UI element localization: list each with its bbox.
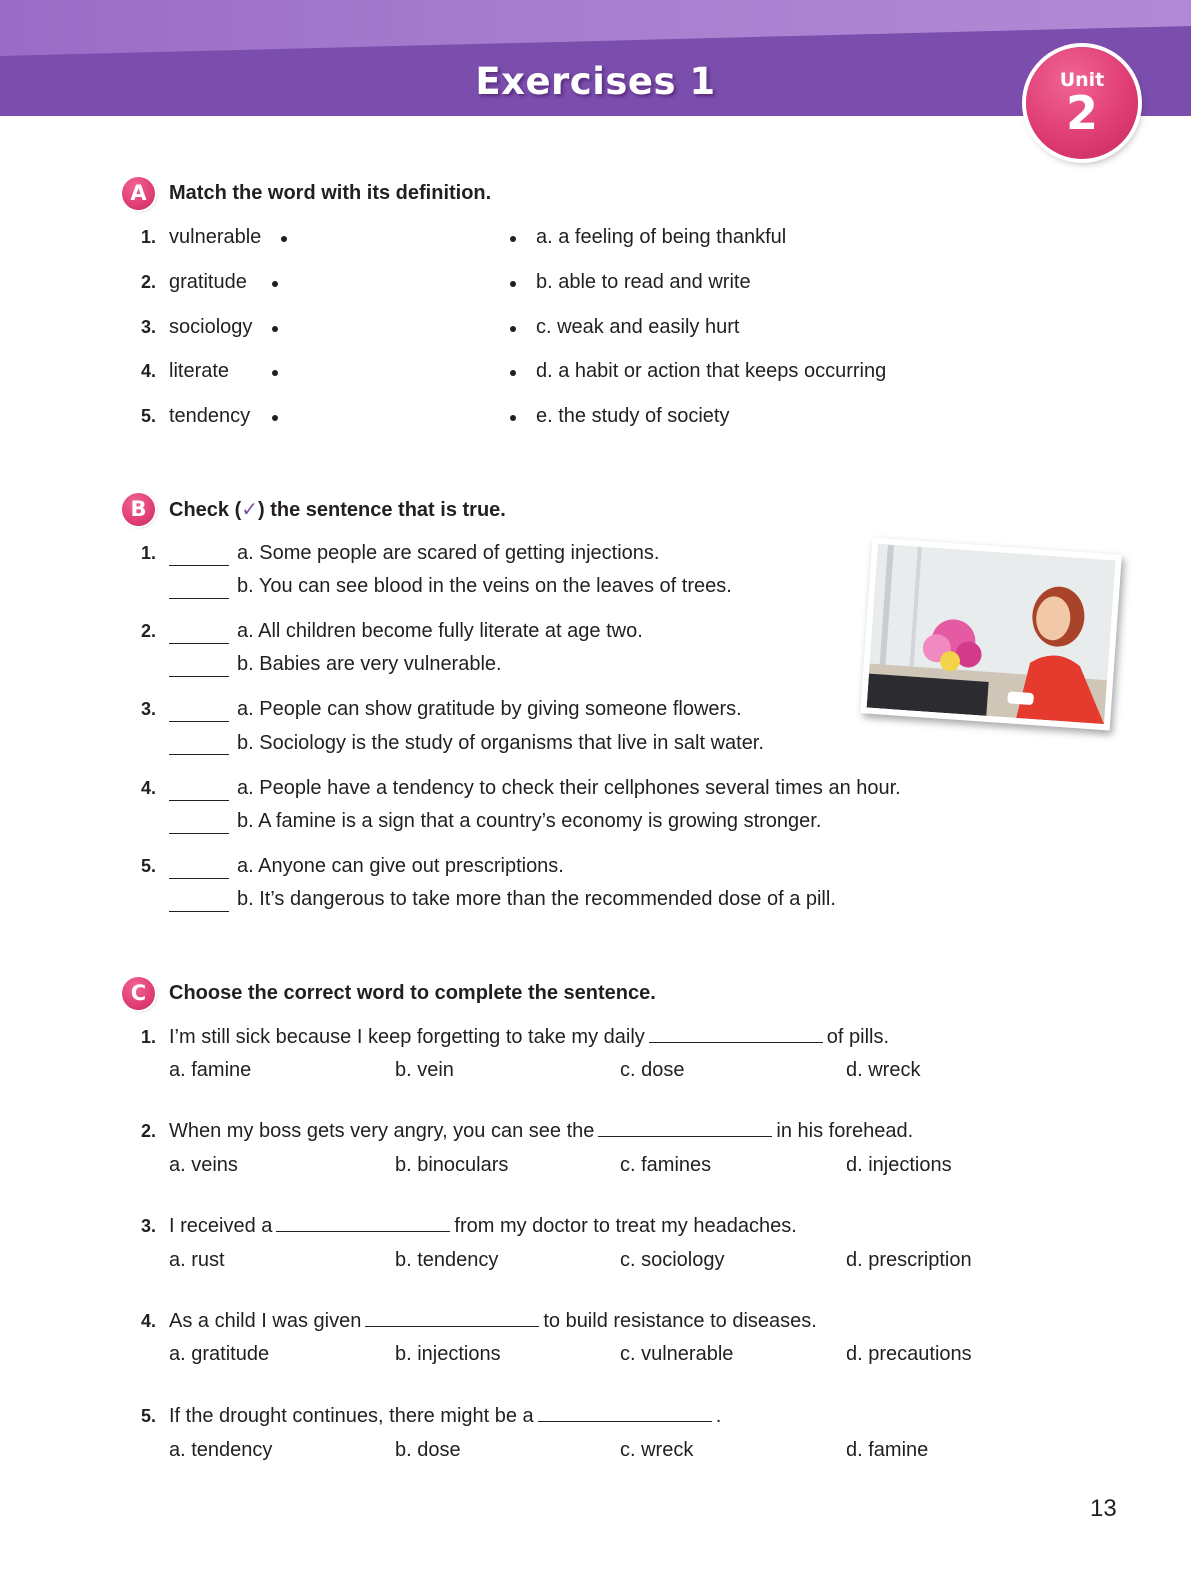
section-c-title: Choose the correct word to complete the sentence. — [169, 981, 656, 1004]
statement: a. People can show gratitude by giving someone flowers. — [237, 698, 742, 720]
word-number: 1. — [141, 227, 157, 247]
item-number: 3. — [141, 1216, 157, 1236]
check-blank[interactable] — [169, 721, 229, 722]
word-number: 4. — [141, 361, 157, 381]
match-dot-left[interactable] — [272, 281, 278, 287]
check-blank[interactable] — [169, 598, 229, 599]
match-word: tendency — [169, 405, 251, 427]
definition: c. weak and easily hurt — [536, 316, 740, 338]
statement: b. It’s dangerous to take more than the recommended dose of a pill. — [237, 888, 836, 910]
match-word: literate — [169, 360, 230, 382]
answer-blank[interactable] — [598, 1119, 772, 1137]
option[interactable]: b. binoculars — [395, 1154, 509, 1176]
photo-woman-with-flowers — [860, 537, 1122, 730]
item-number: 1. — [141, 1027, 157, 1047]
section-c-badge: C — [122, 977, 155, 1010]
question-sentence: When my boss gets very angry, you can see the in his forehead. — [169, 1120, 914, 1142]
option[interactable]: a. famine — [169, 1059, 252, 1081]
answer-blank[interactable] — [365, 1309, 539, 1327]
option[interactable]: b. dose — [395, 1439, 461, 1461]
photo-image — [867, 544, 1116, 724]
question-sentence: If the drought continues, there might be a . — [169, 1405, 722, 1427]
section-c-heading — [122, 976, 656, 1010]
page-title: Exercises 1 — [475, 60, 716, 103]
match-dot-left[interactable] — [272, 370, 278, 376]
checkmark-icon: ✓ — [241, 496, 259, 521]
statement: a. Anyone can give out prescriptions. — [237, 855, 564, 877]
statement: b. You can see blood in the veins on the leaves of trees. — [237, 575, 732, 597]
definition: d. a habit or action that keeps occurring — [536, 360, 887, 382]
answer-blank[interactable] — [538, 1404, 712, 1422]
section-b-heading — [122, 492, 506, 526]
item-number: 2. — [141, 621, 157, 641]
statement: b. A famine is a sign that a country’s economy is growing stronger. — [237, 810, 822, 832]
check-blank[interactable] — [169, 643, 229, 644]
check-blank[interactable] — [169, 754, 229, 755]
option[interactable]: b. injections — [395, 1343, 501, 1365]
item-number: 5. — [141, 1406, 157, 1426]
option[interactable]: c. dose — [620, 1059, 685, 1081]
question-sentence: I’m still sick because I keep forgetting to take my daily of pills. — [169, 1026, 890, 1048]
match-dot-right[interactable] — [510, 415, 516, 421]
match-dot-left[interactable] — [272, 415, 278, 421]
check-blank[interactable] — [169, 565, 229, 566]
item-number: 5. — [141, 856, 157, 876]
match-dot-left[interactable] — [281, 236, 287, 242]
unit-number: 2 — [1065, 86, 1098, 140]
statement: b. Sociology is the study of organisms that live in salt water. — [237, 732, 764, 754]
match-dot-right[interactable] — [510, 326, 516, 332]
check-blank[interactable] — [169, 878, 229, 879]
option[interactable]: a. rust — [169, 1249, 225, 1271]
word-number: 3. — [141, 317, 157, 337]
option[interactable]: c. famines — [620, 1154, 712, 1176]
option[interactable]: c. sociology — [620, 1249, 725, 1271]
option[interactable]: d. injections — [846, 1154, 952, 1176]
item-number: 1. — [141, 543, 157, 563]
statement: a. All children become fully literate at age two. — [237, 620, 643, 642]
option[interactable]: d. precautions — [846, 1343, 972, 1365]
answer-blank[interactable] — [276, 1214, 450, 1232]
question-sentence: As a child I was given to build resistance to diseases. — [169, 1310, 817, 1332]
option[interactable]: b. vein — [395, 1059, 454, 1081]
option[interactable]: d. famine — [846, 1439, 929, 1461]
item-number: 3. — [141, 699, 157, 719]
unit-label: Unit — [1059, 69, 1105, 91]
statement: a. Some people are scared of getting injections. — [237, 542, 660, 564]
unit-badge — [1026, 47, 1138, 159]
item-number: 4. — [141, 778, 157, 798]
option[interactable]: d. wreck — [846, 1059, 921, 1081]
question-sentence: I received a from my doctor to treat my headaches. — [169, 1215, 797, 1237]
section-a-heading — [122, 176, 491, 210]
word-number: 2. — [141, 272, 157, 292]
option[interactable]: b. tendency — [395, 1249, 499, 1271]
check-blank[interactable] — [169, 833, 229, 834]
item-number: 2. — [141, 1121, 157, 1141]
section-a-title: Match the word with its definition. — [169, 181, 492, 204]
page-number: 13 — [1090, 1495, 1117, 1522]
check-blank[interactable] — [169, 800, 229, 801]
item-number: 4. — [141, 1311, 157, 1331]
header-banner — [0, 0, 1191, 116]
match-word: sociology — [169, 316, 253, 338]
check-blank[interactable] — [169, 911, 229, 912]
option[interactable]: d. prescription — [846, 1249, 972, 1271]
section-b-title: Check (✓) the sentence that is true. — [169, 496, 506, 521]
check-blank[interactable] — [169, 676, 229, 677]
section-b-badge: B — [122, 493, 155, 526]
option[interactable]: a. gratitude — [169, 1343, 270, 1365]
match-dot-right[interactable] — [510, 370, 516, 376]
section-a-badge: A — [122, 177, 155, 210]
definition: b. able to read and write — [536, 271, 751, 293]
photo-illustration — [867, 544, 1116, 724]
match-dot-left[interactable] — [272, 326, 278, 332]
match-word: vulnerable — [169, 226, 262, 248]
match-dot-right[interactable] — [510, 281, 516, 287]
word-number: 5. — [141, 406, 157, 426]
option[interactable]: a. tendency — [169, 1439, 273, 1461]
statement: a. People have a tendency to check their cellphones several times an hour. — [237, 777, 901, 799]
definition: e. the study of society — [536, 405, 730, 427]
option[interactable]: c. wreck — [620, 1439, 694, 1461]
match-word: gratitude — [169, 271, 247, 293]
answer-blank[interactable] — [649, 1025, 823, 1043]
match-dot-right[interactable] — [510, 236, 516, 242]
option[interactable]: c. vulnerable — [620, 1343, 734, 1365]
definition: a. a feeling of being thankful — [536, 226, 787, 248]
statement: b. Babies are very vulnerable. — [237, 653, 502, 675]
option[interactable]: a. veins — [169, 1154, 238, 1176]
